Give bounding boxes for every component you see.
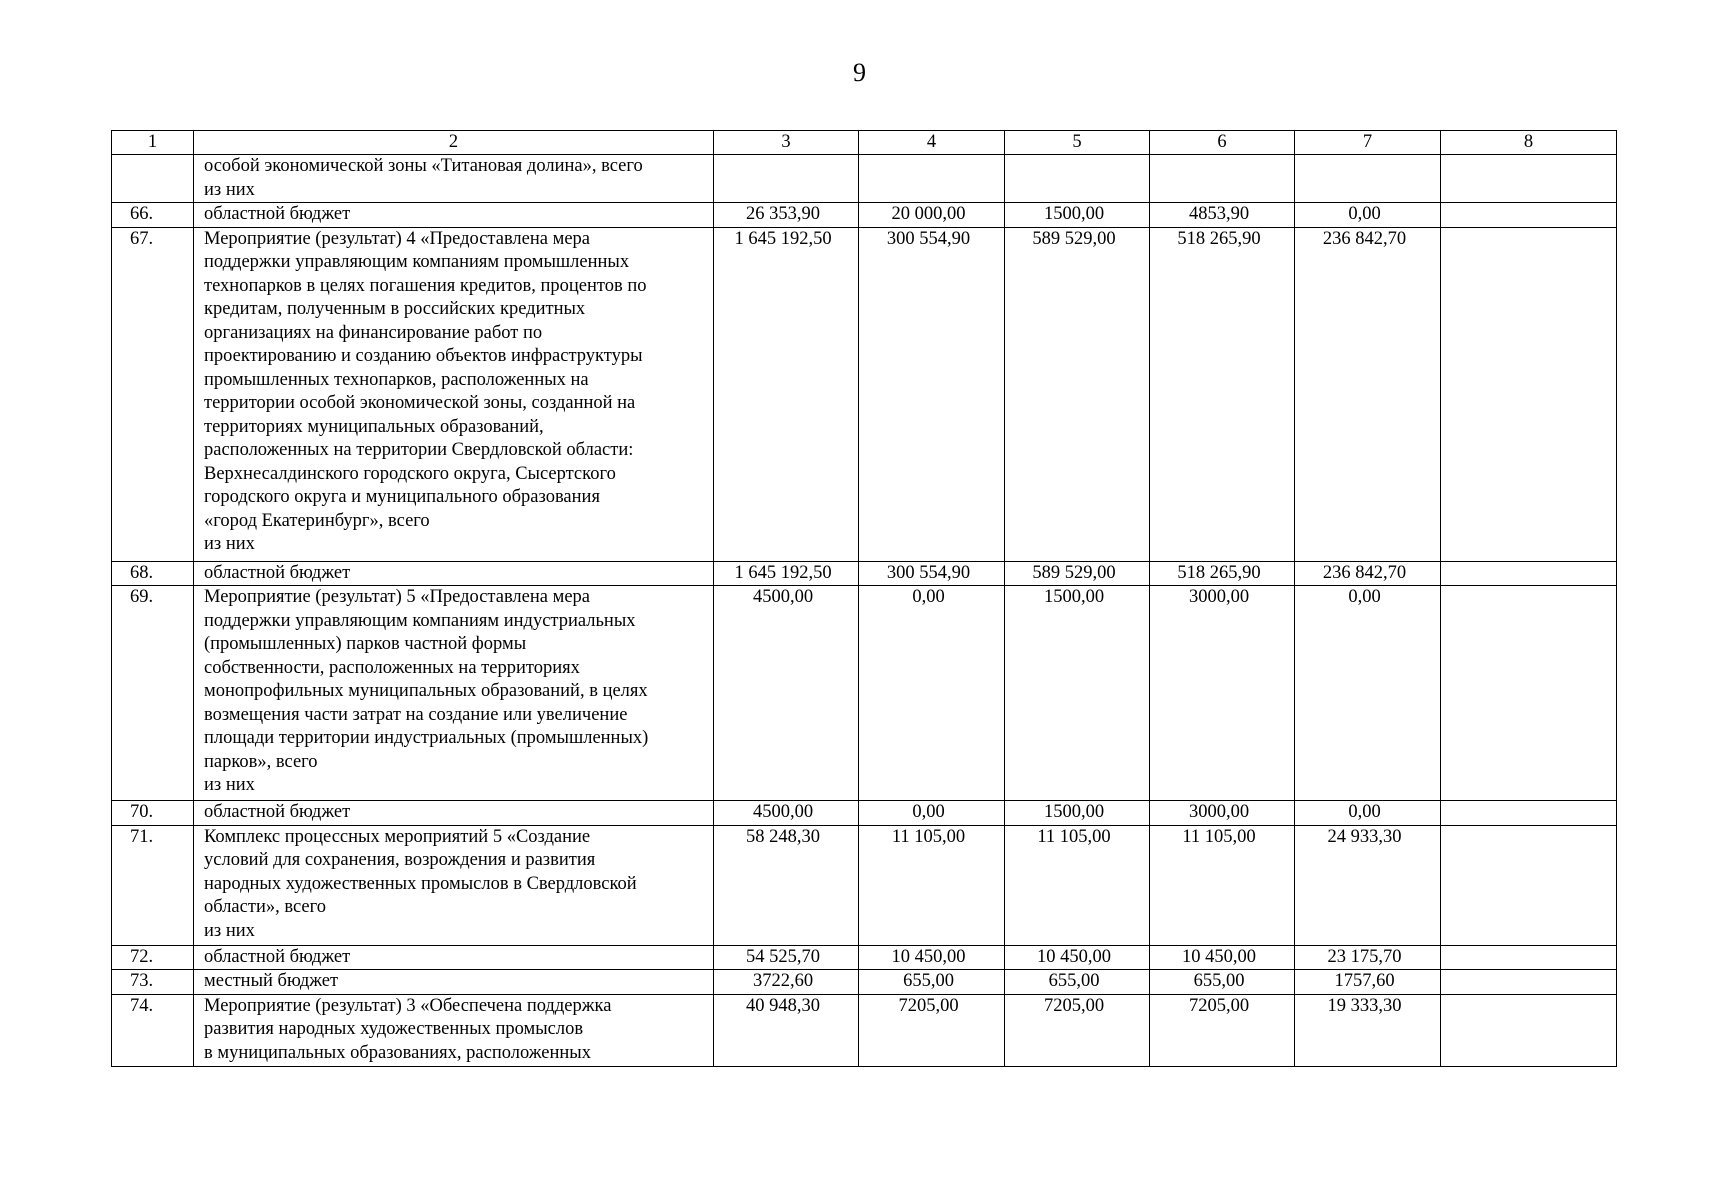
row-value-col8 <box>1441 561 1617 586</box>
row-number: 68. <box>112 561 194 586</box>
row-value-col8 <box>1441 825 1617 945</box>
row-value-col4: 0,00 <box>859 586 1005 801</box>
row-value-col7: 1757,60 <box>1295 970 1441 995</box>
row-value-col5: 10 450,00 <box>1005 945 1150 970</box>
row-value-col3: 4500,00 <box>714 586 859 801</box>
row-value-col6: 3000,00 <box>1150 586 1295 801</box>
row-value-col8 <box>1441 586 1617 801</box>
row-number: 67. <box>112 227 194 561</box>
row-number: 73. <box>112 970 194 995</box>
row-value-col8 <box>1441 994 1617 1066</box>
column-header-5: 5 <box>1005 131 1150 155</box>
row-value-col5: 7205,00 <box>1005 994 1150 1066</box>
row-value-col4 <box>859 155 1005 203</box>
budget-table <box>111 130 1617 1067</box>
column-header-8: 8 <box>1441 131 1617 155</box>
row-value-col3: 4500,00 <box>714 801 859 826</box>
row-description: Комплекс процессных мероприятий 5 «Создание условий для сохранения, возрождения и развития народных художественных промыслов в Свердловской области», всего из них <box>194 825 714 945</box>
row-description: областной бюджет <box>194 203 714 228</box>
row-value-col6 <box>1150 155 1295 203</box>
row-value-col6: 518 265,90 <box>1150 561 1295 586</box>
table-header <box>112 131 1617 155</box>
row-value-col4: 20 000,00 <box>859 203 1005 228</box>
row-value-col8 <box>1441 945 1617 970</box>
table-row <box>112 994 1617 1066</box>
row-value-col5: 11 105,00 <box>1005 825 1150 945</box>
column-header-6: 6 <box>1150 131 1295 155</box>
row-value-col4: 300 554,90 <box>859 561 1005 586</box>
row-value-col7: 236 842,70 <box>1295 561 1441 586</box>
table-row <box>112 203 1617 228</box>
row-number: 70. <box>112 801 194 826</box>
row-value-col5: 589 529,00 <box>1005 561 1150 586</box>
row-value-col5: 655,00 <box>1005 970 1150 995</box>
table-body <box>112 155 1617 1067</box>
row-value-col7: 0,00 <box>1295 586 1441 801</box>
row-description: областной бюджет <box>194 945 714 970</box>
row-number: 66. <box>112 203 194 228</box>
row-value-col7: 0,00 <box>1295 203 1441 228</box>
row-value-col3: 54 525,70 <box>714 945 859 970</box>
row-value-col6: 10 450,00 <box>1150 945 1295 970</box>
row-value-col7: 23 175,70 <box>1295 945 1441 970</box>
table-row <box>112 945 1617 970</box>
column-header-7: 7 <box>1295 131 1441 155</box>
table-row <box>112 155 1617 203</box>
table-row <box>112 825 1617 945</box>
row-value-col4: 10 450,00 <box>859 945 1005 970</box>
row-value-col6: 655,00 <box>1150 970 1295 995</box>
row-value-col6: 4853,90 <box>1150 203 1295 228</box>
row-value-col4: 300 554,90 <box>859 227 1005 561</box>
row-value-col3: 1 645 192,50 <box>714 227 859 561</box>
column-header-4: 4 <box>859 131 1005 155</box>
header-row <box>112 131 1617 155</box>
column-header-2: 2 <box>194 131 714 155</box>
row-description: местный бюджет <box>194 970 714 995</box>
row-value-col7: 24 933,30 <box>1295 825 1441 945</box>
row-description: Мероприятие (результат) 3 «Обеспечена поддержка развития народных художественных промыслов в муниципальных образованиях, расположенных <box>194 994 714 1066</box>
row-value-col3: 26 353,90 <box>714 203 859 228</box>
row-value-col5: 1500,00 <box>1005 586 1150 801</box>
row-value-col6: 3000,00 <box>1150 801 1295 826</box>
row-description: особой экономической зоны «Титановая долина», всего из них <box>194 155 714 203</box>
table-row <box>112 970 1617 995</box>
row-description: Мероприятие (результат) 5 «Предоставлена мера поддержки управляющим компаниям индустриальных (промышленных) парков частной формы собственности, расположенных на территориях монопрофильных муниципальных образований, в целях возмещения части затрат на создание или увеличение площади территории индустриальных (промышленных) парков», всего из них <box>194 586 714 801</box>
row-number <box>112 155 194 203</box>
row-value-col4: 11 105,00 <box>859 825 1005 945</box>
row-value-col3: 58 248,30 <box>714 825 859 945</box>
row-description: областной бюджет <box>194 801 714 826</box>
row-value-col5: 589 529,00 <box>1005 227 1150 561</box>
row-value-col7: 236 842,70 <box>1295 227 1441 561</box>
table-row <box>112 801 1617 826</box>
row-value-col3: 40 948,30 <box>714 994 859 1066</box>
row-value-col8 <box>1441 801 1617 826</box>
row-value-col4: 7205,00 <box>859 994 1005 1066</box>
row-value-col4: 655,00 <box>859 970 1005 995</box>
column-header-3: 3 <box>714 131 859 155</box>
row-value-col4: 0,00 <box>859 801 1005 826</box>
row-description: Мероприятие (результат) 4 «Предоставлена мера поддержки управляющим компаниям промышленных технопарков в целях погашения кредитов, процентов по кредитам, полученным в российских кредитных организациях на финансирование работ по проектированию и созданию объектов инфраструктуры промышленных технопарков, расположенных на территории особой экономической зоны, созданной на территориях муниципальных образований, расположенных на территории Свердловской области: Верхнесалдинского городского округа, Сысертского городского округа и муниципального образования «город Екатеринбург», всего из них <box>194 227 714 561</box>
row-value-col6: 11 105,00 <box>1150 825 1295 945</box>
row-value-col6: 518 265,90 <box>1150 227 1295 561</box>
row-value-col6: 7205,00 <box>1150 994 1295 1066</box>
row-value-col7 <box>1295 155 1441 203</box>
row-value-col7: 19 333,30 <box>1295 994 1441 1066</box>
row-value-col5: 1500,00 <box>1005 203 1150 228</box>
row-value-col8 <box>1441 203 1617 228</box>
row-value-col8 <box>1441 155 1617 203</box>
page-number: 9 <box>853 58 866 87</box>
row-value-col3: 1 645 192,50 <box>714 561 859 586</box>
table-row <box>112 227 1617 561</box>
row-description: областной бюджет <box>194 561 714 586</box>
column-header-1: 1 <box>112 131 194 155</box>
row-number: 72. <box>112 945 194 970</box>
row-value-col3 <box>714 155 859 203</box>
row-value-col5 <box>1005 155 1150 203</box>
row-value-col8 <box>1441 970 1617 995</box>
row-number: 71. <box>112 825 194 945</box>
row-number: 74. <box>112 994 194 1066</box>
row-value-col5: 1500,00 <box>1005 801 1150 826</box>
table-row <box>112 586 1617 801</box>
row-value-col3: 3722,60 <box>714 970 859 995</box>
table-row <box>112 561 1617 586</box>
row-value-col8 <box>1441 227 1617 561</box>
row-number: 69. <box>112 586 194 801</box>
row-value-col7: 0,00 <box>1295 801 1441 826</box>
